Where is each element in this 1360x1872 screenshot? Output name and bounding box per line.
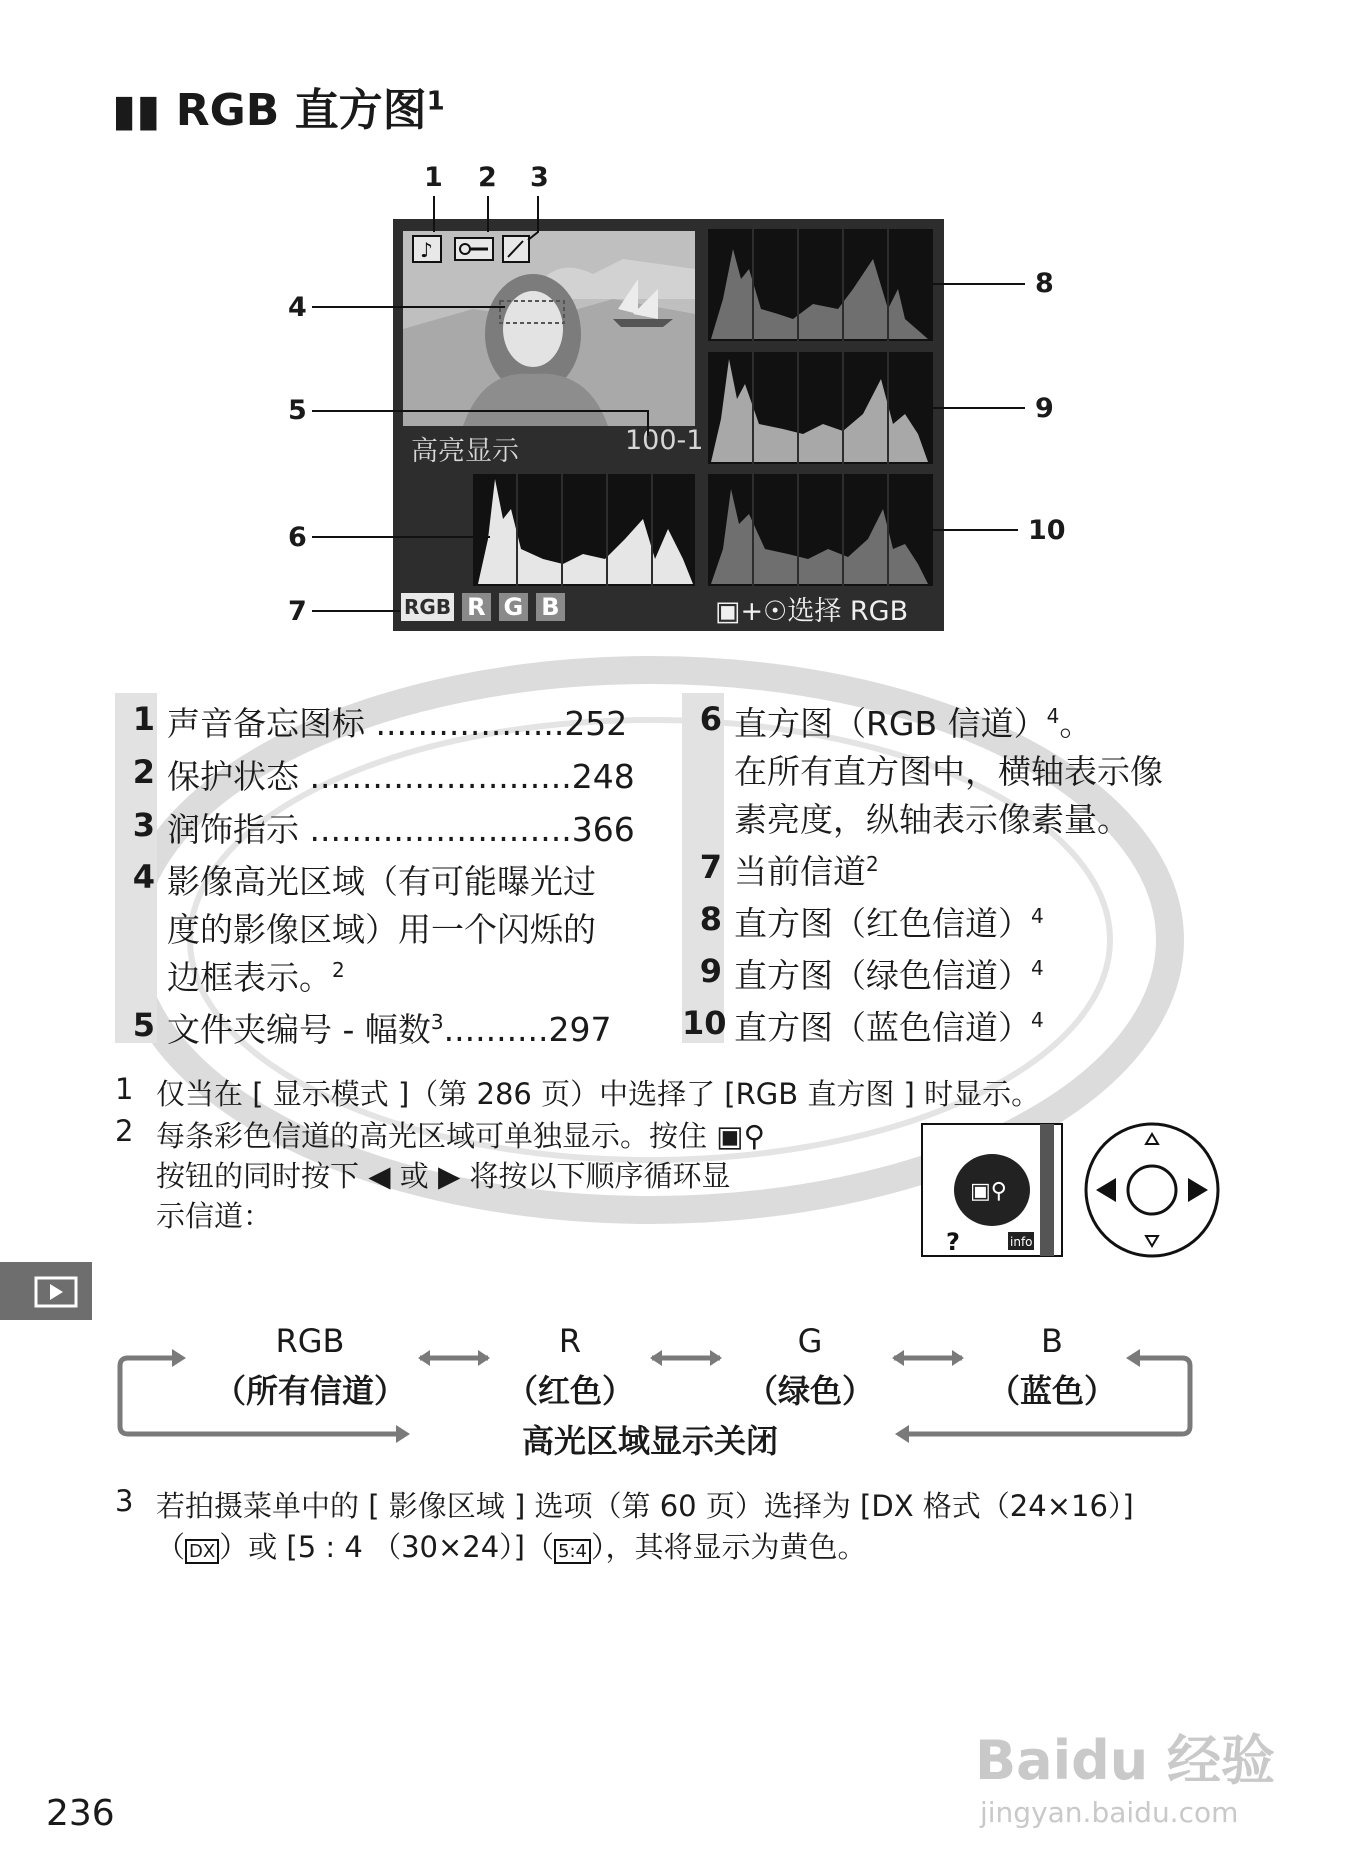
svg-text:?: ? [946,1228,960,1256]
callout-9: 9 [1035,393,1054,424]
legend-num: 1 [132,700,155,738]
baidu-watermark: Baidu 经验 [975,1729,1276,1792]
footnote-num: 3 [115,1484,134,1518]
legend-item: 声音备忘图标 ..................252 [167,704,628,743]
cycle-rgb-bottom: （所有信道） [213,1372,406,1410]
legend-item: 直方图（RGB 信道）$^4$。 [734,704,1093,743]
cycle-b-bottom: （蓝色） [987,1372,1116,1410]
zoom-button-icon: ▣ [715,596,741,627]
legend-item: 影像高光区域（有可能曝光过 [167,862,596,901]
footnote-2-line: 按钮的同时按下 ◀ 或 ▶ 将按以下顺序循环显 [156,1159,731,1193]
legend-num: 3 [132,806,155,844]
callout-7: 7 [288,596,307,627]
cycle-g-bottom: （绿色） [745,1372,874,1410]
folder-frame-number: 100-1 [625,425,704,456]
legend-item: 直方图（红色信道）$^4$ [734,904,1044,943]
callout-2: 2 [478,162,497,193]
legend-item-cont: 素亮度，纵轴表示像素量。 [734,800,1130,839]
title-note: 1 [426,86,445,117]
channel-r[interactable]: R [462,593,490,621]
legend-item-cont: 在所有直方图中，横轴表示像 [734,752,1163,791]
footnote-num: 2 [115,1114,134,1148]
highlight-label: 高亮显示 [411,436,519,467]
title-text: RGB 直方图 [175,85,427,136]
crop-5-4-icon: 5:4 [554,1539,591,1564]
legend-num: 8 [699,900,722,938]
footnote-2-line: 示信道： [156,1199,273,1233]
legend-num: 5 [132,1006,155,1044]
legend-item: 直方图（蓝色信道）$^4$ [734,1008,1044,1047]
legend-item: 文件夹编号 - 幅数$^3$..........297 [167,1010,612,1049]
cycle-rgb-top: RGB [275,1322,345,1360]
legend-item: 保护状态 .........................248 [167,757,635,796]
cycle-b-top: B [1041,1322,1063,1360]
callout-4: 4 [288,292,307,323]
dx-crop-icon: DX [185,1539,219,1564]
callout-1: 1 [424,162,443,193]
legend-num: 7 [699,848,722,886]
section-marker: ▮▮ [112,85,176,136]
footnote-1: 仅当在 [ 显示模式 ]（第 286 页）中选择了 [RGB 直方图 ] 时显示。 [156,1077,1041,1111]
legend-item: 润饰指示 .........................366 [167,810,635,849]
footnote-3-line: 若拍摄菜单中的 [ 影像区域 ] 选项（第 60 页）选择为 [DX 格式（24×16）] [156,1489,1134,1523]
channel-g[interactable]: G [499,593,529,621]
baidu-watermark-url: jingyan.baidu.com [980,1796,1239,1829]
page-number: 236 [46,1793,115,1834]
callout-5: 5 [288,395,307,426]
channel-b[interactable]: B [536,593,564,621]
legend-num: 4 [132,858,155,896]
footnote-3-line: （ DX ）或 [5 : 4 （30×24）]（ 5:4 ），其将显示为黄色。 [156,1530,867,1564]
channel-rgb[interactable]: RGB [401,593,454,621]
legend-item-cont: 边框表示。$^2$ [167,958,345,997]
callout-6: 6 [288,522,307,553]
footnote-num: 1 [115,1072,134,1106]
cycle-r-bottom: （红色） [505,1372,634,1410]
svg-text:♪: ♪ [420,238,433,262]
multi-selector-small-icon: +☉ [740,596,788,627]
footnote-2-line: 每条彩色信道的高光区域可单独显示。按住 ▣⚲ [156,1119,765,1153]
svg-text:info: info [1010,1235,1033,1249]
callout-10: 10 [1028,515,1066,546]
legend-item: 当前信道$^2$ [734,852,879,891]
svg-text:▣⚲: ▣⚲ [970,1179,1007,1204]
callout-3: 3 [530,162,549,193]
legend-num: 6 [699,700,722,738]
legend-item-cont: 度的影像区域）用一个闪烁的 [167,910,596,949]
zoom-in-button-icon: ▣⚲ [716,1119,765,1153]
cycle-r-top: R [558,1322,582,1360]
legend-item: 直方图（绿色信道）$^4$ [734,956,1044,995]
legend-num: 10 [682,1004,727,1042]
cycle-g-top: G [797,1322,823,1360]
legend-num: 2 [132,753,155,791]
legend-num: 9 [699,952,722,990]
select-hint-text: 选择 RGB [787,596,909,627]
callout-8: 8 [1035,268,1054,299]
cycle-off-label: 高光区域显示关闭 [521,1422,778,1460]
